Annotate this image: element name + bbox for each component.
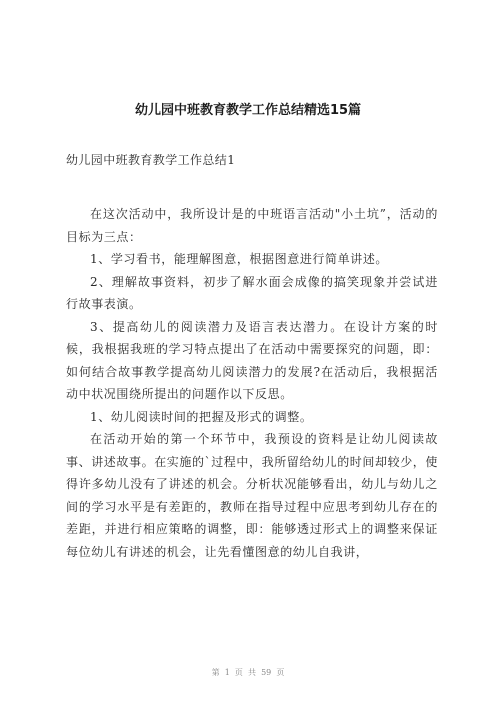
paragraph: 1、学习看书，能理解图意，根据图意进行简单讲述。 (90, 252, 389, 266)
document-body (66, 203, 438, 563)
paragraph: 在活动开始的第一个环节中，我预设的资料是让幼儿阅读故事、讲述故事。在实施的`过程中，我所留给幼儿的时间却较少，使得许多幼儿没有了讲述的机会。分析状况能够看出，幼儿与幼儿之间的学习水平是有差距的，教师在指导过程中应思考到幼儿存在的差距，并进行相应策略的调整，即：能够透过形式上的调整来保证每位幼儿有讲述的机会，让先看懂图意的幼儿自我讲， (66, 432, 439, 559)
section-title: 幼儿园中班教育教学工作总结1 (66, 153, 236, 167)
paragraph: 在这次活动中，我所设计是的中班语言活动"小土坑”，活动的目标为三点： (66, 207, 438, 244)
paragraph: 3、提高幼儿的阅读潜力及语言表达潜力。在设计方案的时候，我根据我班的学习特点提出了在活动中需要探究的问题，即：如何结合故事教学提高幼儿阅读潜力的发展?在活动后，我根据活动中状况围绕所提出的问题作以下反思。 (66, 319, 438, 401)
document-title: 幼儿园中班教育教学工作总结精选15篇 (134, 103, 362, 118)
paragraph: 1、幼儿阅读时间的把握及形式的调整。 (90, 409, 313, 424)
paragraph: 2、理解故事资料，初步了解水面会成像的搞笑现象并尝试进行故事表演。 (66, 274, 438, 311)
page-footer: 第 1 页 共 59 页 (211, 668, 285, 677)
